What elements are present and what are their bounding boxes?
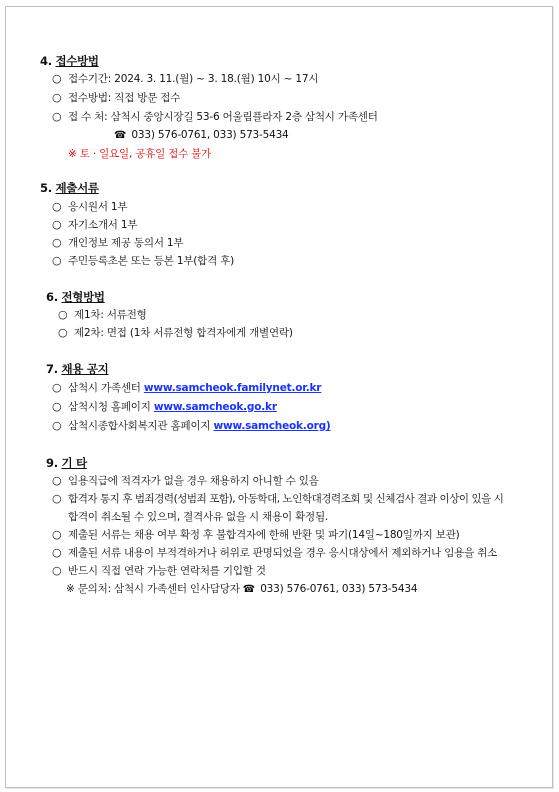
- bullet-circle: ○: [52, 72, 62, 85]
- bullet-circle: ○: [52, 492, 62, 505]
- list-item-continuation: [68, 510, 328, 524]
- bullet-circle: ○: [52, 110, 62, 123]
- list-item-text: 개인정보 제공 동의서 1부: [68, 237, 184, 249]
- bullet-circle: ○: [52, 546, 62, 559]
- section-6-title: 전형방법: [61, 290, 105, 304]
- list-item: [52, 236, 183, 250]
- section-7-number: 7.: [46, 362, 58, 376]
- list-item-text: 합격자 통지 후 범죄경력(성범죄 포함), 아동학대, 노인학대경력조회 및 신체검사 결과 이상이 있을 시: [68, 493, 504, 505]
- list-item-text: 접수방법: 직접 방문 접수: [68, 92, 181, 104]
- list-item-text: 제1차: 서류전형: [74, 309, 147, 321]
- city-hall-link[interactable]: www.samcheok.go.kr: [153, 401, 277, 413]
- list-item-text: 삼척시종합사회복지관 홈페이지: [68, 420, 211, 432]
- list-item: [52, 110, 378, 124]
- list-item: [52, 200, 127, 214]
- contact-line: [66, 582, 417, 597]
- section-7-title: 채용 공지: [61, 362, 109, 376]
- familynet-link[interactable]: www.samcheok.familynet.or.kr: [143, 382, 322, 394]
- section-5-number: 5.: [40, 181, 52, 195]
- list-item-text: 삼척시 가족센터: [68, 382, 141, 394]
- bullet-circle: ○: [52, 474, 62, 487]
- section-4-number: 4.: [40, 54, 52, 68]
- list-item: [52, 218, 137, 232]
- bullet-circle: ○: [52, 254, 62, 267]
- list-item: [58, 326, 293, 340]
- section-9-title: 기 타: [61, 456, 87, 470]
- bullet-circle: ○: [52, 236, 62, 249]
- reception-note: ※ 토 · 일요일, 공휴일 접수 불가: [68, 148, 212, 160]
- contact-phone: 033) 576-0761, 033) 573-5434: [260, 583, 418, 595]
- list-item-text: 임용직급에 적격자가 없을 경우 채용하지 아니할 수 있음: [68, 475, 319, 487]
- bullet-circle: ○: [58, 308, 68, 321]
- list-item-text: 합격이 취소될 수 있으며, 결격사유 없을 시 채용이 확정됨.: [68, 511, 329, 523]
- list-item: [52, 254, 234, 268]
- section-4-title: 접수방법: [55, 54, 99, 68]
- section-6-number: 6.: [46, 290, 58, 304]
- section-5-heading: [40, 181, 99, 195]
- phone-icon: ☎: [114, 130, 127, 141]
- section-7-heading: [46, 362, 108, 376]
- list-item-text: 반드시 직접 연락 가능한 연락처를 기입할 것: [68, 565, 266, 577]
- section-6-heading: [46, 290, 105, 304]
- list-item-text: 자기소개서 1부: [68, 219, 138, 231]
- list-item-text: 제출된 서류 내용이 부적격하거나 허위로 판명되었을 경우 응시대상에서 제외하거나 임용을 취소: [68, 547, 498, 559]
- section-9-heading: [46, 456, 87, 470]
- list-item-text: 삼척시청 홈페이지: [68, 401, 151, 413]
- list-item-text: 주민등록초본 또는 등본 1부(합격 후): [68, 255, 235, 267]
- list-item: [52, 381, 321, 395]
- list-item-text: 제출된 서류는 채용 여부 확정 후 불합격자에 한해 반환 및 파기(14일~180일까지 보관): [68, 529, 460, 541]
- list-item-text: 접 수 처: 삼척시 중앙시장길 53-6 어울림플라자 2층 삼척시 가족센터: [68, 111, 378, 123]
- list-item-text: 제2차: 면접 (1차 서류전형 합격자에게 개별연락): [74, 327, 293, 339]
- bullet-circle: ○: [52, 381, 62, 394]
- bullet-circle: ○: [52, 419, 62, 432]
- bullet-circle: ○: [52, 91, 62, 104]
- list-item-text: 응시원서 1부: [68, 201, 128, 213]
- bullet-circle: ○: [52, 528, 62, 541]
- list-item: [52, 528, 460, 542]
- bullet-circle: ○: [52, 200, 62, 213]
- bullet-circle: ○: [52, 400, 62, 413]
- list-item: [52, 564, 266, 578]
- bullet-circle: ○: [58, 326, 68, 339]
- list-item: [52, 546, 497, 560]
- section-9-number: 9.: [46, 456, 58, 470]
- list-item: [52, 91, 180, 105]
- phone-line: [114, 128, 289, 143]
- list-item: [52, 400, 277, 414]
- section-4-heading: [40, 54, 99, 68]
- welfare-center-link[interactable]: www.samcheok.org): [213, 420, 331, 432]
- bullet-circle: ○: [52, 218, 62, 231]
- list-item: [52, 72, 318, 86]
- phone-icon: ☎: [242, 584, 256, 595]
- phone-number: 033) 576-0761, 033) 573-5434: [131, 129, 289, 141]
- list-item: [52, 492, 503, 506]
- bullet-circle: ○: [52, 564, 62, 577]
- section-5-title: 제출서류: [55, 181, 99, 195]
- contact-prefix: ※ 문의처: 삼척시 가족센터 인사담당자: [66, 583, 240, 595]
- list-item: [52, 474, 319, 488]
- list-item-text: 접수기간: 2024. 3. 11.(월) ~ 3. 18.(월) 10시 ~ 17시: [68, 73, 319, 85]
- list-item: [52, 419, 331, 433]
- list-item: [58, 308, 147, 322]
